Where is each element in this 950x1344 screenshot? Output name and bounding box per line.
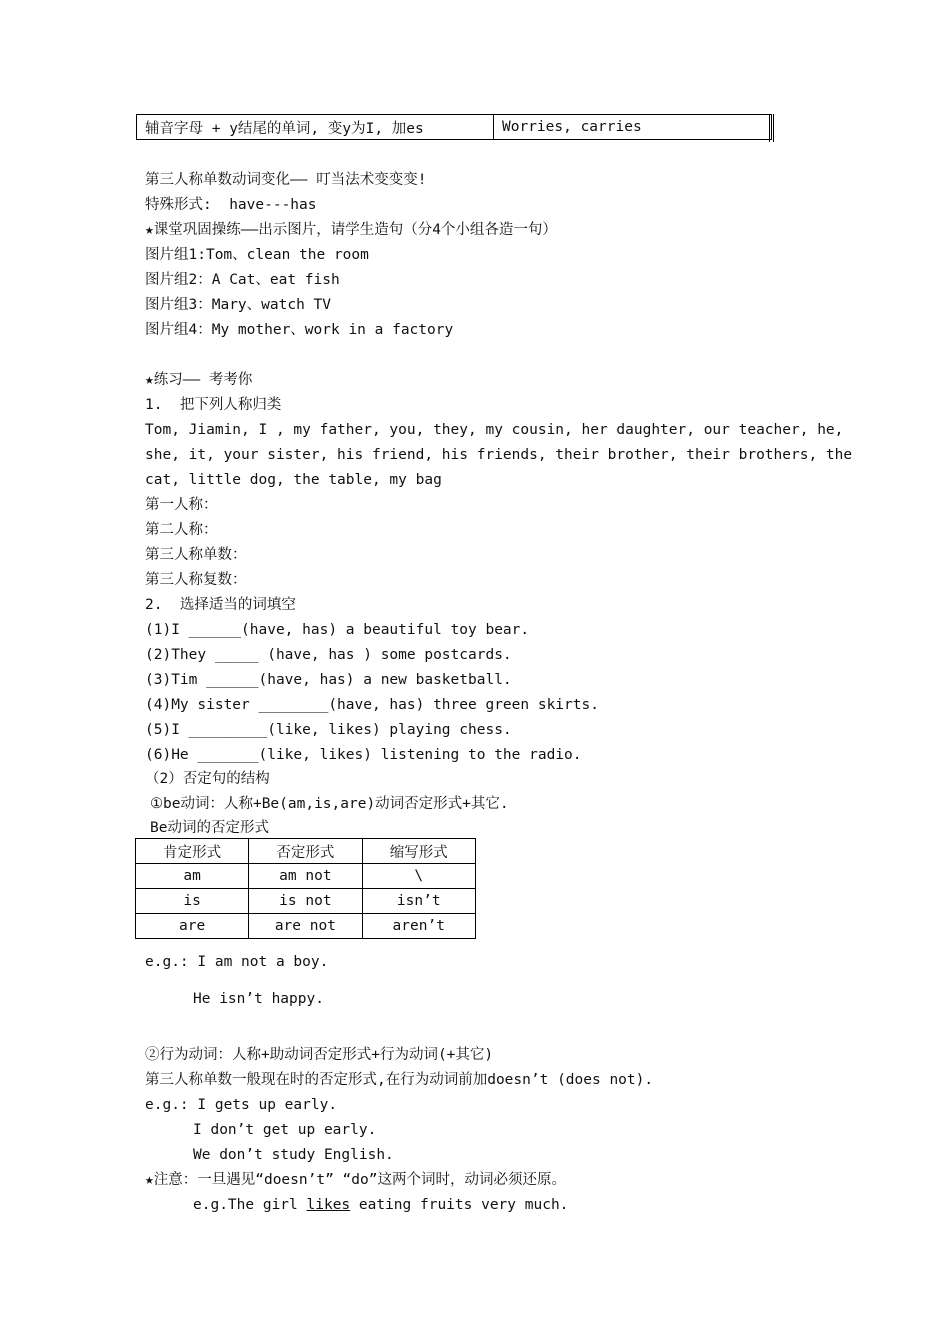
- section-heading: ②行为动词：人称+助动词否定形式+行为动词(+其它): [145, 1047, 494, 1063]
- example-line: [193, 1195, 568, 1215]
- list-item: (1)I ______(have, has) a beautiful toy bear.: [145, 622, 530, 638]
- table-row: [136, 889, 476, 914]
- example-line: We don’t study English.: [193, 1147, 394, 1163]
- exercise-title: 1. 把下列人称归类: [145, 397, 282, 413]
- list-item: (4)My sister ________(have, has) three green skirts.: [145, 697, 599, 713]
- be-negative-table: [135, 838, 476, 939]
- table-cell: am: [136, 864, 249, 889]
- table-caption: Be动词的否定形式: [150, 820, 269, 836]
- example-text: e.g.The girl: [193, 1197, 307, 1213]
- header-cell: 否定形式: [249, 839, 362, 864]
- spelling-rule-table: [136, 114, 772, 140]
- example-line: He isn’t happy.: [193, 991, 324, 1007]
- list-item: (3)Tim ______(have, has) a new basketball.: [145, 672, 512, 688]
- note-line: ★注意：一旦遇见“doesn’t” “do”这两个词时，动词必须还原。: [145, 1172, 566, 1188]
- table-border: [769, 114, 774, 142]
- header-cell: 肯定形式: [136, 839, 249, 864]
- list-item: 图片组3：Mary、watch TV: [145, 297, 331, 313]
- example-line: e.g.: I gets up early.: [145, 1097, 338, 1113]
- table-header-row: [136, 839, 476, 864]
- text-line: Tom, Jiamin, I , my father, you, they, my cousin, her daughter, our teacher, he,: [145, 422, 844, 438]
- table-cell: am not: [249, 864, 362, 889]
- list-item: 图片组2：A Cat、eat fish: [145, 272, 340, 288]
- text-line: 第二人称：: [145, 522, 218, 538]
- example-cell: Worries, carries: [494, 115, 772, 140]
- text-line: 第三人称单数：: [145, 547, 247, 563]
- text-line: 第三人称单数一般现在时的否定形式,在行为动词前加doesn’t (does not).: [145, 1072, 654, 1088]
- text-line: 第一人称：: [145, 497, 218, 513]
- table-cell: is: [136, 889, 249, 914]
- text-line: 特殊形式: have---has: [145, 197, 317, 213]
- text-line: she, it, your sister, his friend, his friends, their brother, their brothers, the: [145, 447, 853, 463]
- example-line: e.g.: I am not a boy.: [145, 954, 329, 970]
- section-heading: ★课堂巩固操练——出示图片，请学生造句（分4个小组各造一句）: [145, 222, 557, 238]
- exercise-title: 2. 选择适当的词填空: [145, 597, 296, 613]
- table-row: [136, 864, 476, 889]
- list-item: 图片组4：My mother、work in a factory: [145, 322, 454, 338]
- list-item: 图片组1:Tom、clean the room: [145, 247, 369, 263]
- section-heading: ★练习—— 考考你: [145, 372, 253, 388]
- text-line: ①be动词：人称+Be(am,is,are)动词否定形式+其它.: [150, 796, 509, 812]
- rule-cell: 辅音字母 + y结尾的单词, 变y为I, 加es: [137, 115, 494, 140]
- table-cell: aren’t: [362, 914, 476, 939]
- list-item: (6)He _______(like, likes) listening to the radio.: [145, 747, 582, 763]
- table-cell: \: [362, 864, 476, 889]
- table-cell: is not: [249, 889, 362, 914]
- list-item: (5)I _________(like, likes) playing chess.: [145, 722, 512, 738]
- example-text: eating fruits very much.: [350, 1197, 569, 1213]
- text-line: 第三人称复数：: [145, 572, 247, 588]
- table-cell: are not: [249, 914, 362, 939]
- underlined-word: likes: [306, 1197, 351, 1213]
- table-cell: isn’t: [362, 889, 476, 914]
- header-cell: 缩写形式: [362, 839, 476, 864]
- table-row: [136, 914, 476, 939]
- example-line: I don’t get up early.: [193, 1122, 377, 1138]
- section-heading: 第三人称单数动词变化—— 叮当法术变变变!: [145, 172, 427, 188]
- text-line: cat, little dog, the table, my bag: [145, 472, 442, 488]
- table-cell: are: [136, 914, 249, 939]
- section-heading: （2）否定句的结构: [145, 771, 270, 787]
- list-item: (2)They _____ (have, has ) some postcards.: [145, 647, 512, 663]
